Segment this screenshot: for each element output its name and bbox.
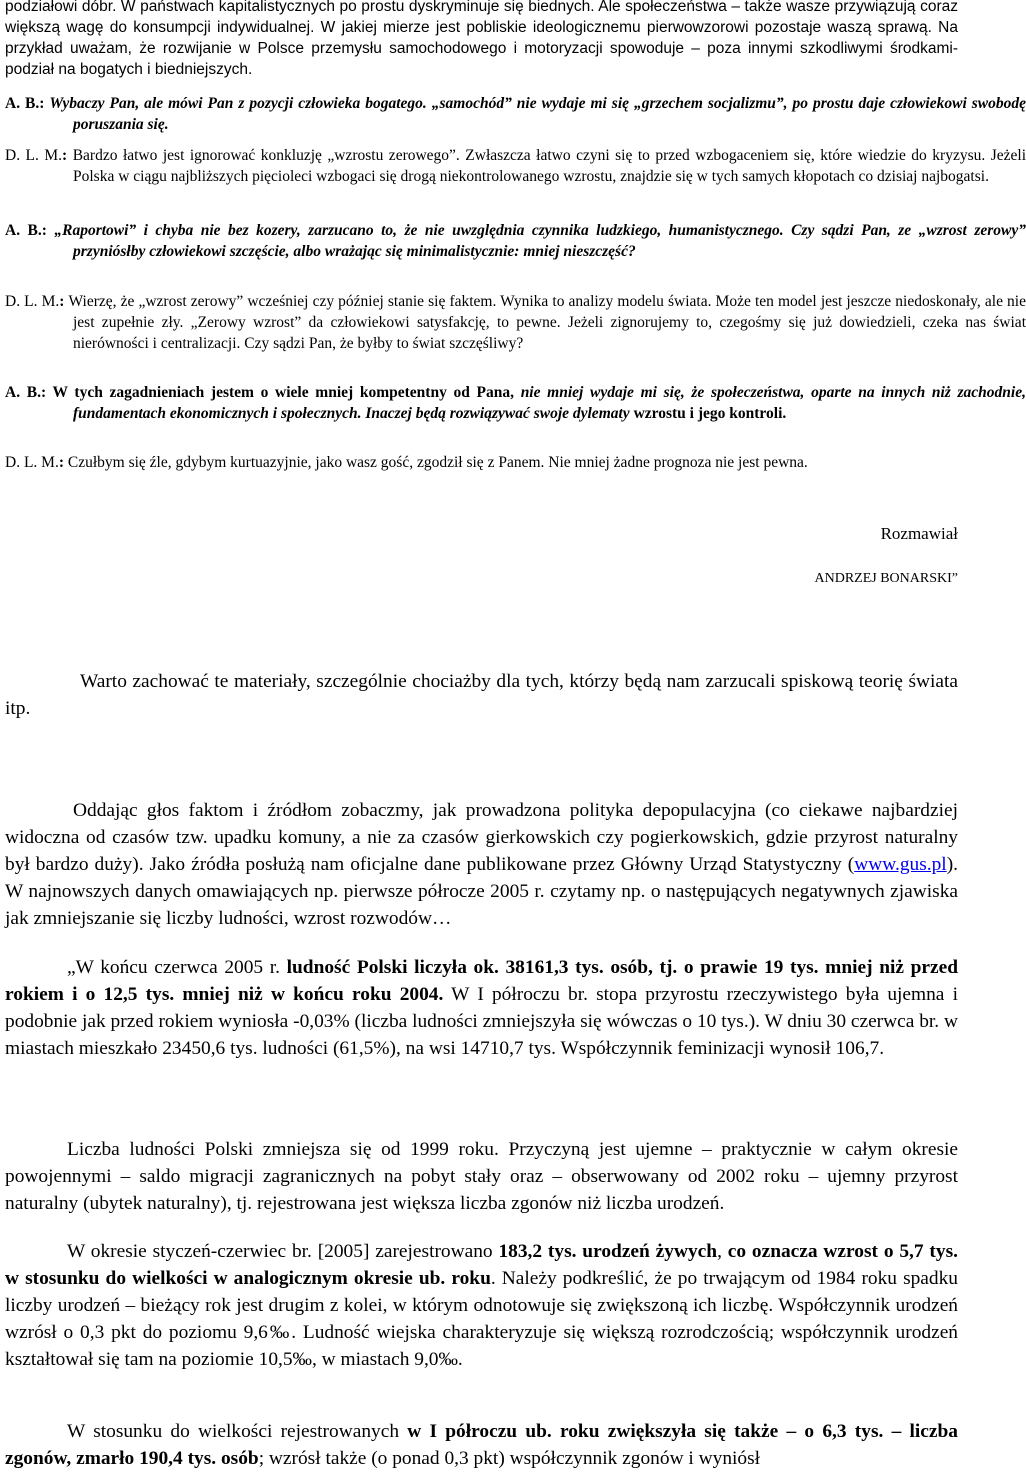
text-run: „Raportowi” i chyba nie bez kozery, zarzucano to, że nie uwzględnia czynnika ludzkiego, humanistycznego. Czy sądzi Pan, ze „wzrost zerowy” przyniósłby człowiekowi szczęście, albo wrażając się minimalistycznie: mniej nieszczęść? bbox=[54, 222, 1026, 260]
speaker-label: A. B. bbox=[5, 384, 41, 401]
speaker-label: D. L. M. bbox=[5, 147, 63, 164]
gus-link[interactable]: www.gus.pl bbox=[854, 854, 947, 875]
dialogue-turn bbox=[5, 452, 1026, 473]
speaker-label: D. L. M. bbox=[5, 454, 59, 471]
text-run: Wybaczy Pan, ale mówi Pan z pozycji człowieka bogatego. „samochód” nie wydaje mi się „grzechem socjalizmu”, po prostu daje człowiekowi swobodę poruszania się. bbox=[49, 95, 1026, 133]
dialogue-turn bbox=[5, 382, 1026, 424]
speaker-label: A. B. bbox=[5, 95, 40, 112]
speaker-separator: : bbox=[62, 147, 73, 164]
dialogue-turn bbox=[5, 220, 1026, 262]
signature-label: Rozmawiał bbox=[880, 524, 958, 543]
text-run: W I półroczu br. stopa przyrostu rzeczywistego była ujemna i podobnie jak przed rokiem wyniosła -0,03% (liczba ludności zmniejszyła się wówczas o 10 tys.). W dniu 30 czerwca br. w miastach mieszkało 23450,6 tys. ludności (61,5%), na wsi 14710,7 tys. Współczynnik feminizacji wynosił 106,7. bbox=[5, 984, 958, 1059]
comment-text: Warto zachować te materiały, szczególnie chociażby dla tych, którzy będą nam zarzucali spiskową teorię świata itp. bbox=[5, 671, 958, 719]
opening-line-2: wasze przywiązują coraz większą wagę do konsumpcji indywidualnej. W jakiej mierze jest pobliskie bbox=[5, 0, 958, 36]
quote-births bbox=[5, 1238, 958, 1373]
speaker-separator: : bbox=[59, 293, 69, 310]
interview-opening-paragraph bbox=[5, 0, 958, 80]
dialogue-turn bbox=[5, 291, 1026, 354]
text-run: nie mniej wydaje mi się, że społeczeństwa, oparte na innych niż zachodnie, fundamentach ekonomicznych i społecznych. Inaczej będą rozwiązywać swoje dylematy bbox=[73, 384, 1026, 422]
text-run: , bbox=[717, 1241, 728, 1262]
dialogue-turn bbox=[5, 93, 1026, 135]
speaker-separator: : bbox=[58, 454, 68, 471]
text-run: w I półroczu ub. roku zwiększyła się także – o 6,3 tys. – liczba zgonów, zmarło 190,4 tys. osób bbox=[5, 1421, 958, 1469]
text-run: W stosunku do wielkości rejestrowanych bbox=[67, 1421, 408, 1442]
facts-intro-paragraph bbox=[5, 797, 958, 932]
opening-line-1: podziałowi dóbr. W państwach kapitalistycznych po prostu dyskryminuje się biednych. Ale społeczeństwa – także bbox=[5, 0, 782, 15]
opening-line-4: samochodowego i motoryzacji spowoduje – poza innymi szkodliwymi środkami- podział na bogatych i biedniejszych. bbox=[5, 40, 958, 78]
signature-name: ANDRZEJ BONARSKI” bbox=[814, 571, 958, 586]
text-run: Wierzę, że „wzrost zerowy” wcześniej czy później stanie się faktem. Wynika to analizy modelu świata. Może ten model jest jeszcze niedoskonały, ale nie jest zupełnie zły. „Zerowy wzrost” da człowiekowi satysfakcję, to pewne. Jeżeli zignorujemy to, czegośmy się już dowiedzieli, czeka nas świat nierówności i centralizacji. Czy sądzi Pan, że byłby to świat szczęśliwy? bbox=[68, 293, 1026, 352]
text-run: Czułbym się źle, gdybym kurtuazyjnie, jako wasz gość, zgodził się z Panem. Nie mniej żadne prognoza nie jest pewna. bbox=[67, 454, 808, 471]
opening-line-3-rest: Na przykład uważam, że rozwijanie w Polsce przemysłu bbox=[5, 19, 958, 57]
comment-paragraph bbox=[5, 668, 958, 722]
text-run: ; wzrósł także (o ponad 0,3 pkt) współczynnik zgonów i wyniósł bbox=[258, 1448, 761, 1469]
speaker-separator: : bbox=[40, 384, 53, 401]
speaker-separator: : bbox=[39, 95, 50, 112]
speaker-separator: : bbox=[41, 222, 55, 239]
speaker-label: A. B. bbox=[5, 222, 42, 239]
text-run: W okresie styczeń-czerwiec br. [2005] zarejestrowano bbox=[67, 1241, 499, 1262]
text-run: Bardzo łatwo jest ignorować konkluzję „wzrostu zerowego”. Zwłaszcza łatwo czyni się to przed wzbogaceniem się, które wiedzie do kryzysu. Jeżeli Polska w ciągu najbliższych pięcioleci wzbogaci się drogą niekontrolowanego wzrostu, znajdzie się w tych samych kłopotach co dzisiaj najbogatsi. bbox=[72, 147, 1026, 185]
quote-population bbox=[5, 954, 958, 1062]
text-run: „W końcu czerwca 2005 r. bbox=[67, 957, 287, 978]
dialogue-turn bbox=[5, 145, 1026, 187]
text-run: 183,2 tys. urodzeń żywych bbox=[498, 1241, 718, 1262]
quote-deaths bbox=[5, 1418, 958, 1472]
opening-line-3: ideologicznemu pierwowzorowi pozostaje waszą sprawą. bbox=[532, 19, 932, 36]
speaker-label: D. L. M. bbox=[5, 293, 60, 310]
facts-intro-text: Oddając głos faktom i źródłom zobaczmy, jak prowadzona polityka depopulacyjna (co ciekawe najbardziej widoczna od czasów tzw. upadku komuny, a nie za czasów gierkowskich czy pogierkowskich, gdzie przyrost naturalny był bardzo duży). Jako źródła posłużą nam oficjalne dane publikowane przez Główny Urząd Statystyczny ( bbox=[5, 800, 958, 875]
text-run: W tych zagadnieniach jestem o wiele mniej kompetentny od Pana, bbox=[52, 384, 521, 401]
text-run: co oznacza wzrost o 5,7 tys. w stosunku do wielkości w analogicznym okresie ub. roku bbox=[5, 1241, 958, 1289]
text-run: wzrostu i jego kontroli. bbox=[633, 405, 787, 422]
text-run: ludność Polski liczyła ok. 38161,3 tys. osób, tj. o prawie 19 tys. mniej niż przed rokiem i o 12,5 tys. mniej niż w końcu roku 2004. bbox=[5, 957, 958, 1005]
quote-population-decline bbox=[5, 1136, 958, 1217]
quote-population-decline-text: Liczba ludności Polski zmniejsza się od 1999 roku. Przyczyną jest ujemne – praktycznie w całym okresie powojennymi – saldo migracji zagranicznych na pobyt stały oraz – obserwowany od 2002 roku – ujemny przyrost naturalny (ubytek naturalny), tj. rejestrowana jest większa liczba zgonów niż liczba urodzeń. bbox=[5, 1139, 958, 1214]
text-run: . Należy podkreślić, że po trwającym od 1984 roku spadku liczby urodzeń – bieżący rok jest drugim z kolei, w którym odnotowuje się zwiększoną ich liczbę. Współczynnik urodzeń wzrósł o 0,3 pkt do poziomu 9,6‰. Ludność wiejska charakteryzuje się większą rozrodczością; współczynnik urodzeń kształtował się tam na poziomie 10,5‰, w miastach 9,0‰. bbox=[5, 1268, 958, 1370]
facts-intro-text-cont: ). W najnowszych danych omawiających np. pierwsze półrocze 2005 r. czytamy np. o następujących negatywnych zjawiska jak zmniejszanie się liczby ludności, wzrost rozwodów… bbox=[5, 854, 958, 929]
